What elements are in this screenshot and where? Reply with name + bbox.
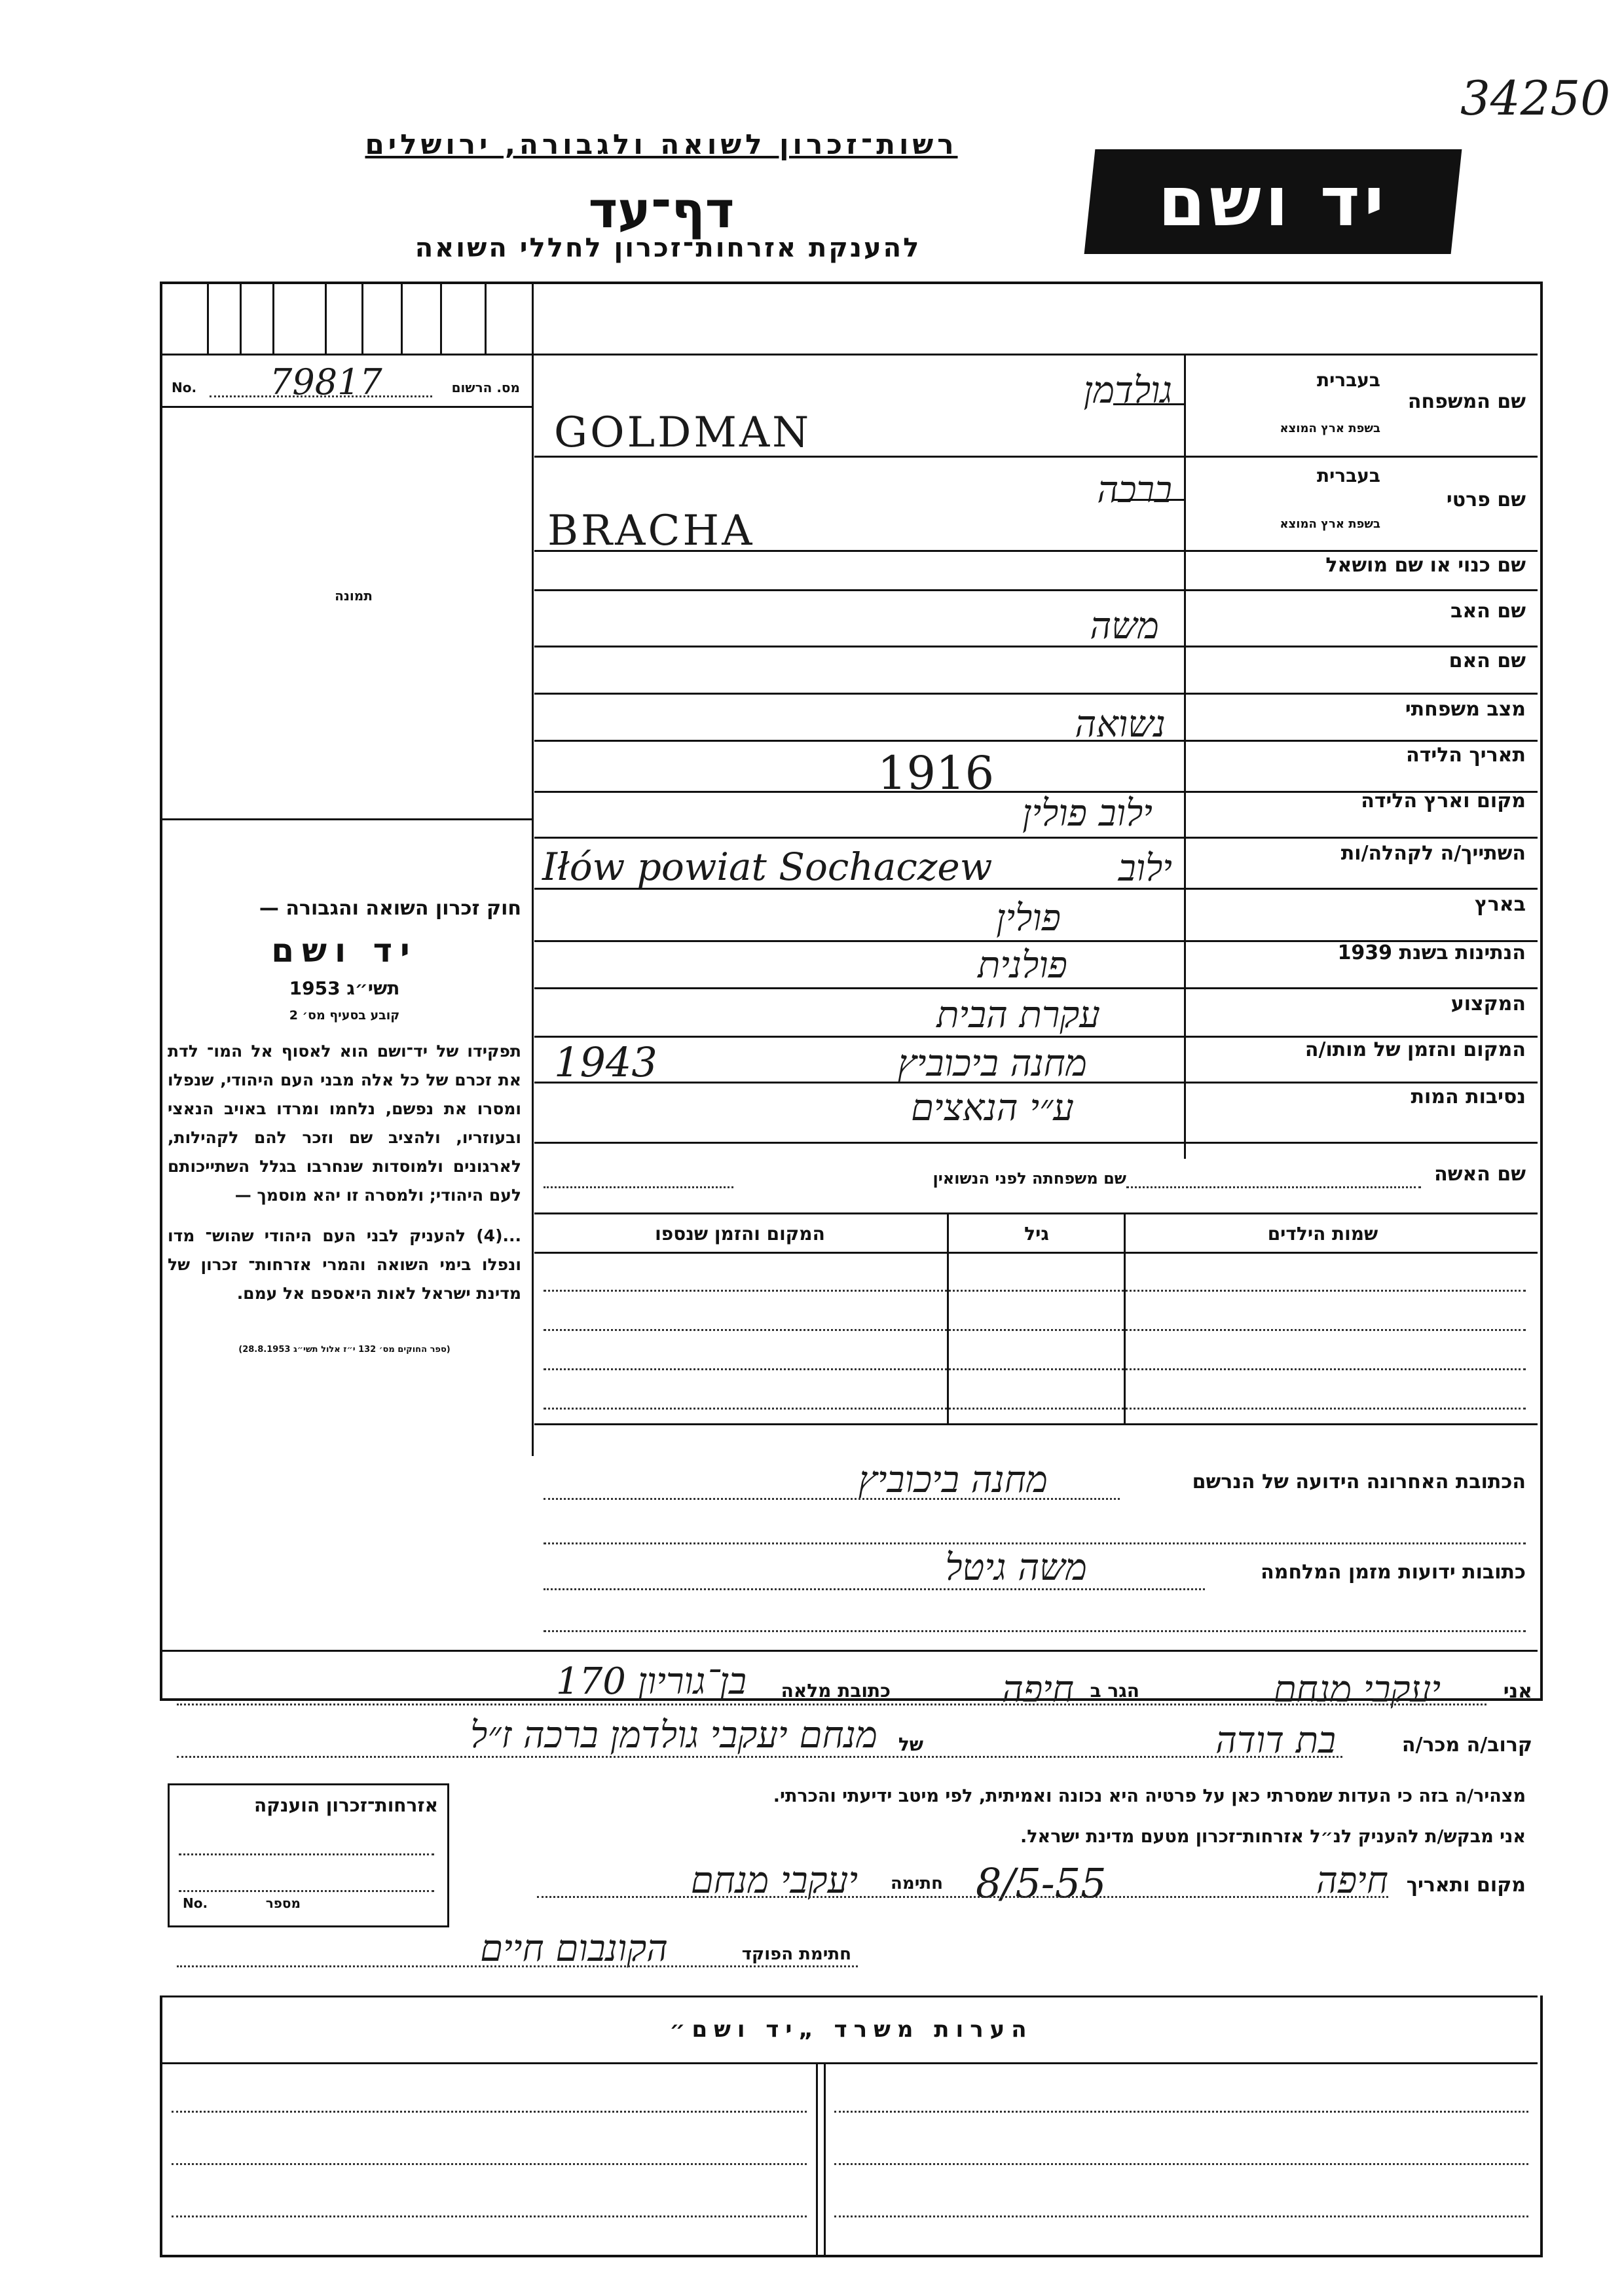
full-address-label: כתובת מלאה — [781, 1680, 891, 1702]
official-signature-label: חתימת הפוקד — [741, 1944, 851, 1964]
table-row — [544, 1329, 1526, 1331]
birth-place-label: מקום וארץ הלידה — [1361, 790, 1526, 812]
citizenship-label: הנתינות בשנת 1939 — [1337, 941, 1526, 964]
label-column-border — [1184, 354, 1186, 1159]
birth-date-value: 1916 — [877, 746, 995, 800]
table-row — [544, 1290, 1526, 1292]
law-name: יד ושם — [271, 932, 418, 970]
row-line-family — [534, 456, 1538, 458]
death-circumstances-label: נסיבות המות — [1411, 1085, 1526, 1108]
row-line-death-place — [534, 1082, 1538, 1084]
official-signature-value: הקונבום חיים — [480, 1927, 668, 1970]
first-hebrew-underline — [1113, 499, 1184, 501]
birth-place-value: ילוב פולין — [1022, 792, 1153, 835]
strip-cell-2 — [240, 284, 242, 354]
yad-vashem-logo — [1084, 149, 1462, 254]
of-label: של — [898, 1734, 923, 1755]
children-header-place-time: המקום והזמן שנספו — [655, 1223, 825, 1245]
signature-label: חתימה — [891, 1874, 943, 1893]
signature-value: יעקבי מנחם — [690, 1859, 858, 1902]
registration-number: 79817 — [270, 361, 382, 403]
marital-status-value: נשואה — [1075, 703, 1166, 746]
relation-value: בת דודה — [1215, 1719, 1336, 1762]
resides-label: הגר ב — [1090, 1680, 1139, 1702]
maiden-dotted — [544, 1186, 733, 1188]
table-row — [544, 1408, 1526, 1410]
law-clause: קובע בסעיף מס׳ 2 — [289, 1008, 400, 1023]
logo-text: יד ושם — [1158, 162, 1388, 242]
row-line-mother — [534, 693, 1538, 695]
wartime-address-value: משה גיטל — [945, 1546, 1087, 1589]
form-title: דף־עד — [588, 181, 735, 239]
registration-bottom — [162, 406, 532, 408]
death-circumstances-value: ע״י הנאצים — [910, 1087, 1074, 1129]
death-place-time-label: המקום והזמן של מותו/ה — [1304, 1038, 1526, 1061]
relation-dotted — [177, 1756, 1342, 1758]
family-name-origin-value: GOLDMAN — [554, 409, 812, 457]
declaration-i-label: אני — [1503, 1680, 1532, 1703]
strip-cell-5 — [361, 284, 363, 354]
citizenship-box-dotted-1 — [179, 1853, 434, 1855]
wartime-address-label: כתובות ידועות מזמן המלחמה — [1261, 1561, 1526, 1584]
remarks-frame — [160, 1995, 1543, 2257]
last-address-value: מחנה ביכוביץ — [858, 1459, 1048, 1501]
strip-cell-3 — [272, 284, 274, 354]
death-place-value: מחנה ביכוביץ — [897, 1042, 1087, 1085]
registration-label-he: מס. הרשום — [451, 380, 520, 395]
mother-name-label: שם האם — [1449, 649, 1526, 672]
table-row — [544, 1368, 1526, 1370]
law-box — [168, 897, 521, 1355]
row-line-nickname — [534, 589, 1538, 591]
place-value: חיפה — [1316, 1859, 1388, 1902]
father-name-value: משה — [1090, 605, 1159, 647]
full-address-value: בן־גוריון 170 — [556, 1660, 747, 1703]
law-source: (ספר החוקים מס׳ 132 י״ז אלול תשי״ג 28.8.1953) — [238, 1345, 451, 1355]
form-subtitle: להענקת אזרחות־זכרון לחללי השואה — [415, 233, 921, 263]
registration-label-en: No. — [172, 380, 197, 395]
last-address-dotted — [544, 1498, 1120, 1500]
citizenship-box-dotted-2 — [179, 1890, 434, 1892]
family-name-sub-hebrew: בעברית — [1316, 369, 1380, 391]
strip-cell-6 — [401, 284, 403, 354]
country-label: בארץ — [1474, 893, 1526, 916]
declaration-top-line — [162, 1650, 1538, 1652]
citizenship-number-label: מספר — [265, 1895, 301, 1911]
row-line-profession — [534, 1036, 1538, 1038]
strip-cell-1 — [207, 284, 209, 354]
wartime-dotted — [544, 1588, 1205, 1590]
country-value: פולין — [996, 897, 1061, 939]
family-hebrew-underline — [1113, 403, 1184, 405]
row-line-death-circ — [534, 1142, 1538, 1144]
law-title: חוק זכרון השואה והגבורה — — [259, 897, 521, 920]
spouse-dotted — [1126, 1186, 1421, 1188]
community-hebrew-value: ילוב — [1118, 847, 1172, 890]
resides-value: חיפה — [1002, 1668, 1074, 1711]
citizenship-value: פולנית — [978, 944, 1067, 987]
community-value: Iłów powiat Sochaczew — [542, 845, 993, 889]
first-name-sub-hebrew: בעברית — [1316, 465, 1380, 486]
left-column-border — [532, 284, 534, 1456]
declaration-statement-2: אני מבקש/ת להעניק לנ״ל אזרחות־זכרון מטעם מדינת ישראל. — [1020, 1827, 1526, 1847]
profession-label: המקצוע — [1450, 993, 1526, 1015]
law-paragraph-2: ...(4) להעניק לבני העם היהודי שהוש־ מדו ונפלו בימי השואה והמרי אזרחות־ זכרון של מדינת ישראל לאות היאספם אל עמם. — [168, 1226, 521, 1303]
marital-status-label: מצב משפחתי — [1405, 698, 1526, 721]
death-year-value: 1943 — [554, 1038, 657, 1086]
nickname-label: שם כנוי או שם מושאל — [1325, 554, 1526, 577]
children-header-line — [534, 1252, 1538, 1254]
row-line-father — [534, 646, 1538, 647]
wartime-dotted-2 — [544, 1630, 1526, 1632]
place-date-label: מקום ותאריך — [1406, 1874, 1526, 1897]
birth-date-label: תאריך הלידה — [1406, 744, 1526, 767]
date-value: 8/5-55 — [976, 1859, 1107, 1907]
declaration-statement-1: מצהיר/ה בזה כי העדות שמסרתי כאן על פרטיה היא נכונה ואמיתית, לפי מיטב ידיעתי והכרתי. — [773, 1786, 1526, 1806]
of-value: מנחם יעקבי גולדמן ברכה ז״ל — [470, 1714, 877, 1757]
registration-number-field — [172, 361, 525, 405]
last-address-dotted-2 — [544, 1542, 1526, 1544]
strip-cell-8 — [485, 284, 487, 354]
row-line-birth-place — [534, 837, 1538, 839]
children-col-border-2 — [1124, 1212, 1126, 1423]
children-header-age: גיל — [1024, 1223, 1049, 1245]
profession-value: עקרת הבית — [936, 994, 1100, 1036]
children-table-bottom — [534, 1423, 1538, 1425]
first-name-origin-value: BRACHA — [547, 507, 755, 555]
law-year: תשי״ג 1953 — [289, 977, 400, 999]
community-label: השתייך/ה לקהלה/ות — [1340, 842, 1526, 865]
archive-number: 34250 — [1460, 71, 1611, 126]
first-name-sub-origin: בשפת ארץ המוצא — [1280, 517, 1380, 531]
strip-cell-7 — [440, 284, 442, 354]
row-line-citizenship — [534, 987, 1538, 989]
spouse-maiden-label: שם משפחתה לפני הנשואין — [932, 1169, 1126, 1188]
citizenship-granted-title: אזרחות־זכרון הוענקה — [254, 1795, 438, 1816]
top-strip-bottom — [162, 354, 1538, 355]
strip-cell-4 — [325, 284, 327, 354]
family-name-hebrew-value: גולדמן — [1083, 369, 1172, 412]
registration-dotted — [210, 395, 432, 397]
row-line-spouse — [534, 1212, 1538, 1214]
family-name-sub-origin: בשפת ארץ המוצא — [1280, 422, 1380, 435]
spouse-label: שם האשה — [1434, 1163, 1526, 1186]
father-name-label: שם האב — [1450, 600, 1526, 623]
citizenship-number-en: No. — [183, 1895, 208, 1911]
relation-label: קרוב/ה מכר/ה — [1401, 1734, 1532, 1757]
row-line-community — [534, 888, 1538, 890]
declarant-name: יעקבי מנחם — [1273, 1668, 1441, 1711]
remarks-title: הערות משרד „יד ושם״ — [669, 2016, 1033, 2043]
address-dotted — [177, 1704, 1486, 1705]
citizenship-granted-box — [168, 1783, 449, 1927]
row-line-marital — [534, 740, 1538, 742]
first-name-label: שם פרטי — [1446, 488, 1526, 511]
children-col-border-1 — [947, 1212, 949, 1423]
family-name-label: שם המשפחה — [1407, 390, 1526, 413]
children-header-names: שמות הילדים — [1267, 1223, 1378, 1245]
last-address-label: הכתובת האחרונה הידועה של הנרשם — [1192, 1470, 1526, 1493]
first-name-hebrew-value: ברכה — [1097, 469, 1172, 511]
signature-dotted — [537, 1896, 1388, 1898]
law-paragraph-1: תפקידו של יד־ושם הוא לאסוף אל המו־ לדת את זכרם של כל אלה מבני העם היהודי, שנפלו ומסרו את נפשם, נלחמו ומרדו באויב הנאצי ובעוזריו, ולהציב שם וזכר להם לקהילות, לארגונים ולמוסדות שנחרבו בגלל השתייכותם לעם היהודי; ולמסרה זו יהא מוסמך — — [168, 1042, 521, 1205]
photo-bottom — [162, 818, 532, 820]
row-line-first — [534, 550, 1538, 552]
official-dotted — [177, 1965, 858, 1967]
photo-label: תמונה — [335, 588, 373, 604]
institution-name: רשות־זכרון לשואה ולגבורה, ירושלים — [365, 128, 958, 160]
